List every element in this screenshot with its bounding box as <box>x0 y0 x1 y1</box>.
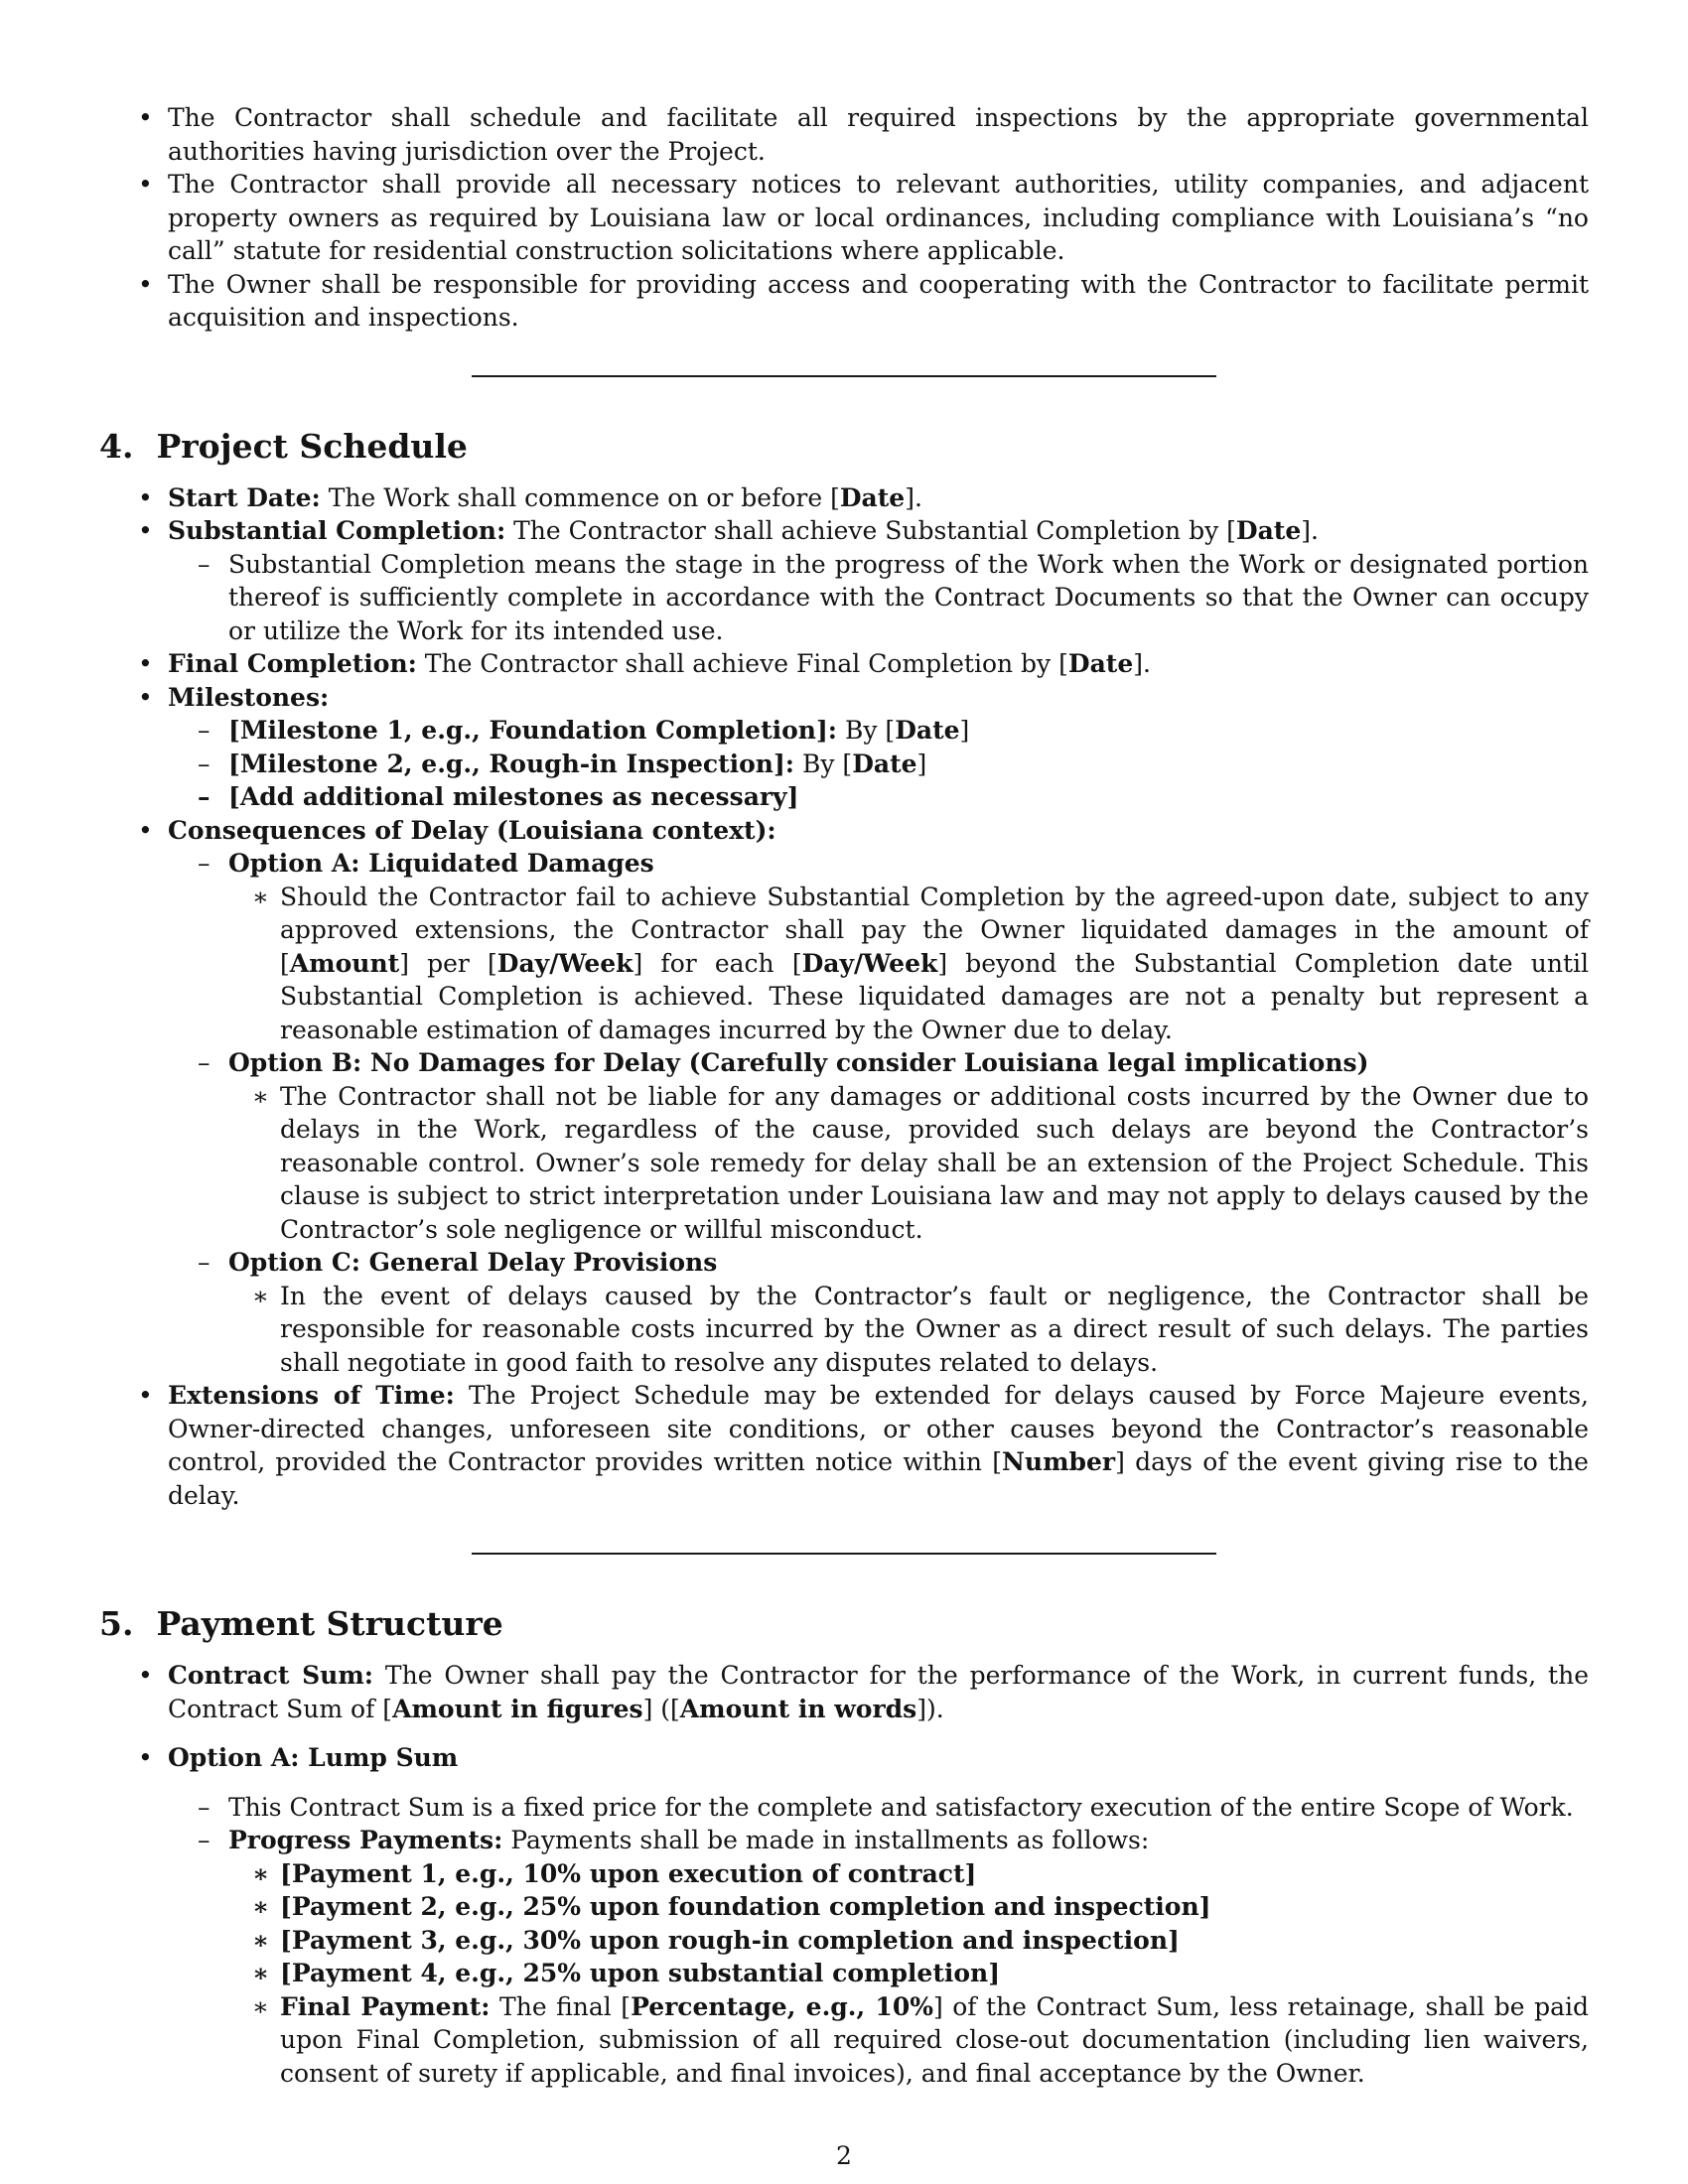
liquidated-text-1: Should the Contractor fail to achieve Substantial Completion by the agreed-upon date, subject to any approved extensions, the Contractor shall pay the Owner liquidated damages in the amount of [ <box>280 882 1589 978</box>
delay-consequences-label: Consequences of Delay (Louisiana context): <box>168 815 776 845</box>
section4-number: 4. <box>99 426 134 466</box>
liquidated-text-4: ] beyond the Substantial Completion date until Substantial Completion is achieved. These liquidated damages are not a penalty but represent a reasonable estimation of damages incurred by the Owner due to delay. <box>280 948 1590 1044</box>
lump-sum-item <box>99 1741 1589 2090</box>
liquidated-unit-2: Day/Week <box>801 948 938 978</box>
substantial-completion-sublist <box>168 548 1589 648</box>
delay-consequences-item <box>99 814 1589 1380</box>
milestones-item <box>99 681 1589 814</box>
payment-2: ∗ [Payment 2, e.g., 25% upon foundation completion and inspection] <box>228 1890 1589 1924</box>
section4-title: Project Schedule <box>156 426 468 466</box>
milestone-add: – [Add additional milestones as necessary] <box>168 780 1589 814</box>
substantial-completion-close: ]. <box>1301 516 1319 545</box>
contract-sum-text: The Owner shall pay the Contractor for the performance of the Work, in current funds, the Contract Sum of [ <box>168 1661 1589 1723</box>
milestone-1-date: Date <box>895 716 960 745</box>
section3-bullet-notices: • The Contractor shall provide all necessary notices to relevant authorities, utility companies, and adjacent property owners as required by Louisiana law or local ordinances, including compliance with Louisiana’s “no call” statute for residential construction solicitations where applicable. <box>99 168 1589 268</box>
section5-heading <box>99 1604 1589 1644</box>
lump-sum-sublist <box>168 1791 1589 2091</box>
final-completion-close: ]. <box>1133 649 1151 678</box>
milestone-1-by: By [ <box>837 716 896 745</box>
payment-4: ∗ [Payment 4, e.g., 25% upon substantial completion] <box>228 1957 1589 1990</box>
progress-payments-text: Payments shall be made in installments as follows: <box>502 1826 1150 1854</box>
lump-sum-title: Option A: Lump Sum <box>168 1743 459 1772</box>
delay-option-c-title: Option C: General Delay Provisions <box>228 1248 718 1277</box>
final-payment-text-a: The final [ <box>490 1991 632 2021</box>
milestone-2-name: [Milestone 2, e.g., Rough-in Inspection]: <box>228 749 795 778</box>
payment-3: ∗ [Payment 3, e.g., 30% upon rough-in completion and inspection] <box>228 1924 1589 1958</box>
start-date-close: ]. <box>905 482 922 512</box>
section5-list <box>99 1659 1589 2090</box>
milestone-2-date: Date <box>852 749 917 778</box>
extensions-item <box>99 1379 1589 1512</box>
delay-option-b <box>168 1046 1589 1246</box>
milestones-sublist <box>168 714 1589 814</box>
delay-option-b-title: Option B: No Damages for Delay (Carefully consider Louisiana legal implications) <box>228 1048 1369 1077</box>
final-payment-percentage: Percentage, e.g., 10% <box>631 1991 933 2021</box>
milestone-2 <box>168 748 1589 781</box>
section4-heading <box>99 427 1589 467</box>
payments-list <box>228 1857 1589 2091</box>
section3-list <box>99 101 1589 335</box>
section5-number: 5. <box>99 1604 134 1643</box>
final-payment-text-b: ] of the Contract Sum, less retainage, shall be paid upon Final Completion, submission of all required close-out documentation (including lien waivers, consent of surety if applicable, and final invoices), and final acceptance by the Owner. <box>280 1991 1590 2088</box>
delay-options-list <box>168 847 1589 1379</box>
substantial-completion-text: The Contractor shall achieve Substantial Completion by [ <box>505 516 1236 545</box>
extensions-close: ] days of the event giving rise to the delay. <box>168 1447 1589 1510</box>
substantial-completion-placeholder: Date <box>1235 516 1302 545</box>
final-completion-item <box>99 647 1589 681</box>
final-payment-item <box>228 1990 1589 2091</box>
contract-sum-close: ]). <box>916 1694 944 1723</box>
contract-sum-words: Amount in words <box>679 1694 917 1723</box>
start-date-text: The Work shall commence on or before [ <box>320 482 840 512</box>
final-completion-placeholder: Date <box>1067 649 1134 678</box>
section-divider <box>472 375 1216 377</box>
extensions-label: Extensions of Time: <box>168 1381 455 1410</box>
milestone-2-close: ] <box>916 749 927 778</box>
payment-1: ∗ [Payment 1, e.g., 10% upon execution of contract] <box>228 1857 1589 1891</box>
delay-option-b-sublist <box>228 1080 1589 1247</box>
extensions-placeholder: Number <box>1002 1447 1116 1476</box>
progress-payments-label: Progress Payments: <box>228 1826 503 1854</box>
final-completion-text: The Contractor shall achieve Final Completion by [ <box>416 649 1068 678</box>
extensions-text: The Project Schedule may be extended for delays caused by Force Majeure events, Owner-directed changes, unforeseen site conditions, or other causes beyond the Contractor’s reasonable control, provided the Contractor provides written notice within [ <box>168 1381 1589 1476</box>
final-payment-label: Final Payment: <box>280 1991 491 2021</box>
start-date-item <box>99 481 1589 515</box>
milestone-1-name: [Milestone 1, e.g., Foundation Completion]: <box>228 716 838 745</box>
section4-list <box>99 481 1589 1513</box>
liquidated-unit-1: Day/Week <box>496 948 633 978</box>
liquidated-text-2: ] per [ <box>399 948 497 978</box>
milestone-2-by: By [ <box>794 749 853 778</box>
section-divider <box>472 1553 1216 1555</box>
delay-option-b-text: ∗ The Contractor shall not be liable for any damages or additional costs incurred by the Owner due to delays in the Work, regardless of the cause, provided such delays are beyond the Contractor’s reasonable control. Owner’s sole remedy for delay shall be an extension of the Project Schedule. This clause is subject to strict interpretation under Louisiana law and may not apply to delays caused by the Contractor’s sole negligence or willful misconduct. <box>228 1080 1589 1247</box>
start-date-placeholder: Date <box>839 482 906 512</box>
substantial-completion-definition: – Substantial Completion means the stage in the progress of the Work when the Work or designated portion thereof is sufficiently complete in accordance with the Contract Documents so that the Owner can occupy or utilize the Work for its intended use. <box>168 548 1589 648</box>
delay-option-a-sublist <box>228 881 1589 1047</box>
delay-option-a-text <box>228 881 1589 1047</box>
milestones-label: Milestones: <box>168 682 330 712</box>
page-number: 2 <box>836 2141 852 2170</box>
delay-option-c-sublist <box>228 1280 1589 1380</box>
liquidated-amount: Amount <box>289 948 400 978</box>
contract-sum-label: Contract Sum: <box>168 1661 374 1690</box>
delay-option-c <box>168 1246 1589 1379</box>
delay-option-c-text: ∗ In the event of delays caused by the Contractor’s fault or negligence, the Contractor shall be responsible for reasonable costs incurred by the Owner as a direct result of such delays. The parties shall negotiate in good faith to resolve any disputes related to delays. <box>228 1280 1589 1380</box>
milestone-1-close: ] <box>959 716 970 745</box>
section3-bullet-owner-access: • The Owner shall be responsible for providing access and cooperating with the Contractor to facilitate permit acquisition and inspections. <box>99 268 1589 335</box>
progress-payments-item <box>168 1824 1589 2090</box>
final-completion-label: Final Completion: <box>168 649 417 678</box>
lump-sum-text: – This Contract Sum is a fixed price for the complete and satisfactory execution of the entire Scope of Work. <box>168 1791 1589 1825</box>
milestone-1 <box>168 714 1589 748</box>
substantial-completion-label: Substantial Completion: <box>168 516 506 545</box>
start-date-label: Start Date: <box>168 482 321 512</box>
delay-option-a <box>168 847 1589 1046</box>
contract-sum-item <box>99 1659 1589 1725</box>
contract-sum-figures: Amount in figures <box>392 1694 643 1723</box>
liquidated-text-3: ] for each [ <box>633 948 802 978</box>
delay-option-a-title: Option A: Liquidated Damages <box>228 849 654 878</box>
section5-title: Payment Structure <box>156 1604 503 1643</box>
contract-sum-sep: ] ([ <box>642 1694 680 1723</box>
substantial-completion-item <box>99 514 1589 647</box>
page-content <box>99 101 1589 2090</box>
section3-bullet-inspections: • The Contractor shall schedule and facilitate all required inspections by the appropriate governmental authorities having jurisdiction over the Project. <box>99 101 1589 168</box>
